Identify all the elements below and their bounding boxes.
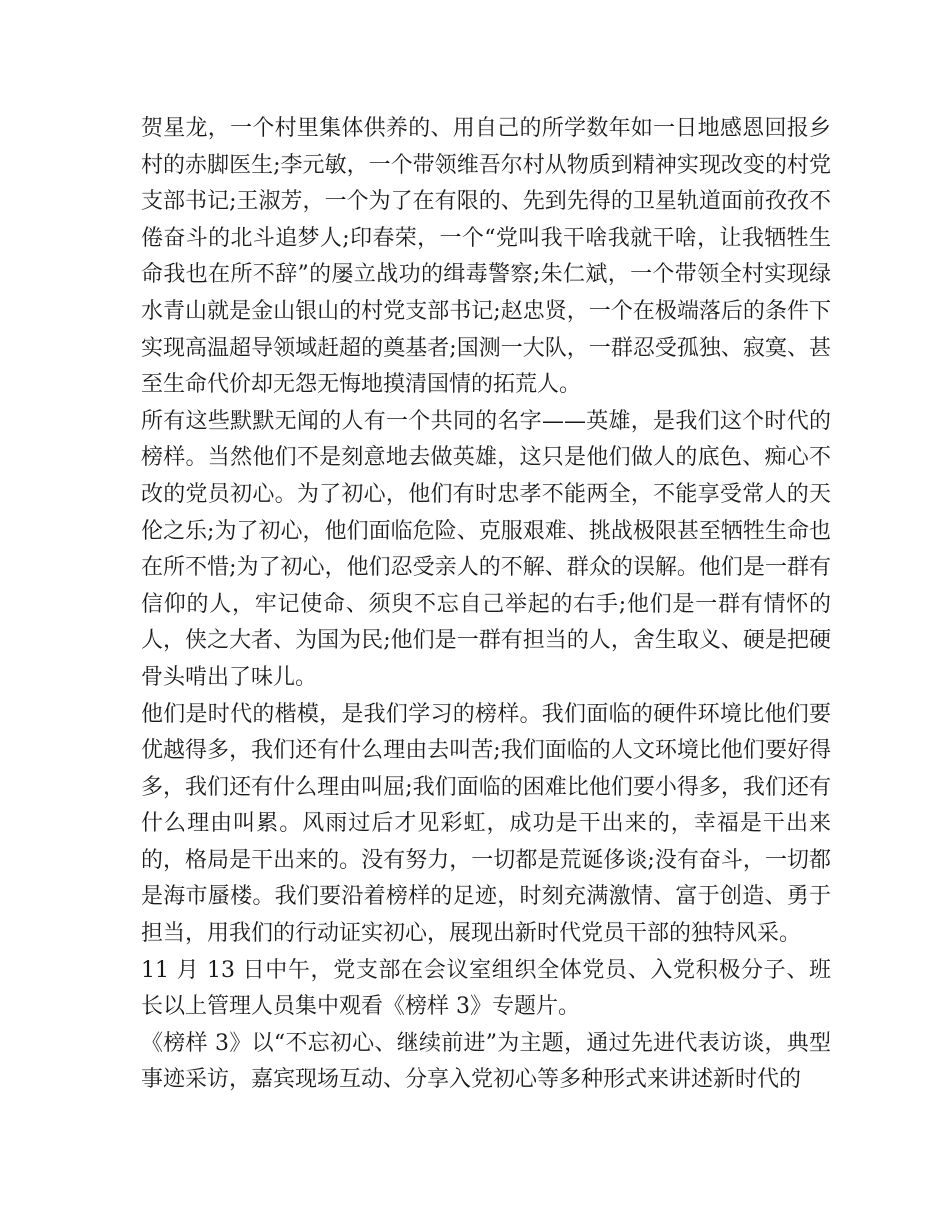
paragraph-2: 所有这些默默无闻的人有一个共同的名字——英雄，是我们这个时代的榜样。当然他们不是刻意地去做英雄，这只是他们做人的底色、痴心不改的党员初心。为了初心，他们有时忠孝不能两全，不能享受常人的天伦之乐;为了初心，他们面临危险、克服艰难、挑战极限甚至牺牲生命也在所不惜;为了初心，他们忍受亲人的不解、群众的误解。他们是一群有信仰的人，牢记使命、须臾不忘自己举起的右手;他们是一群有情怀的人，侠之大者、为国为民;他们是一群有担当的人，舍生取义、硬是把硬骨头啃出了味儿。 (141, 408, 831, 690)
paragraph-4: 11 月 13 日中午，党支部在会议室组织全体党员、入党积极分子、班长以上管理人员集中观看《榜样 3》专题片。 (141, 957, 831, 1020)
paragraph-3: 他们是时代的楷模，是我们学习的榜样。我们面临的硬件环境比他们要优越得多，我们还有什么理由去叫苦;我们面临的人文环境比他们要好得多，我们还有什么理由叫屈;我们面临的困难比他们要小得多，我们还有什么理由叫累。风雨过后才见彩虹，成功是干出来的，幸福是干出来的，格局是干出来的。没有努力，一切都是荒诞侈谈;没有奋斗，一切都是海市蜃楼。我们要沿着榜样的足迹，时刻充满激情、富于创造、勇于担当，用我们的行动证实初心，展现出新时代党员干部的独特风采。 (141, 701, 831, 947)
paragraph-1: 贺星龙，一个村里集体供养的、用自己的所学数年如一日地感恩回报乡村的赤脚医生;李元敏，一个带领维吾尔村从物质到精神实现改变的村党支部书记;王淑芳，一个为了在有限的、先到先得的卫星轨道面前孜孜不倦奋斗的北斗追梦人;印春荣，一个“党叫我干啥我就干啥，让我牺牲生命我也在所不辞”的屡立战功的缉毒警察;朱仁斌，一个带领全村实现绿水青山就是金山银山的村党支部书记;赵忠贤，一个在极端落后的条件下实现高温超导领域赶超的奠基者;国测一大队，一群忍受孤独、寂寞、甚至生命代价却无怨无悔地摸清国情的拓荒人。 (141, 116, 831, 398)
paragraph-5: 《榜样 3》以“不忘初心、继续前进”为主题，通过先进代表访谈，典型事迹采访，嘉宾现场互动、分享入党初心等多种形式来讲述新时代的 (141, 1030, 831, 1093)
document-page (141, 111, 831, 1099)
